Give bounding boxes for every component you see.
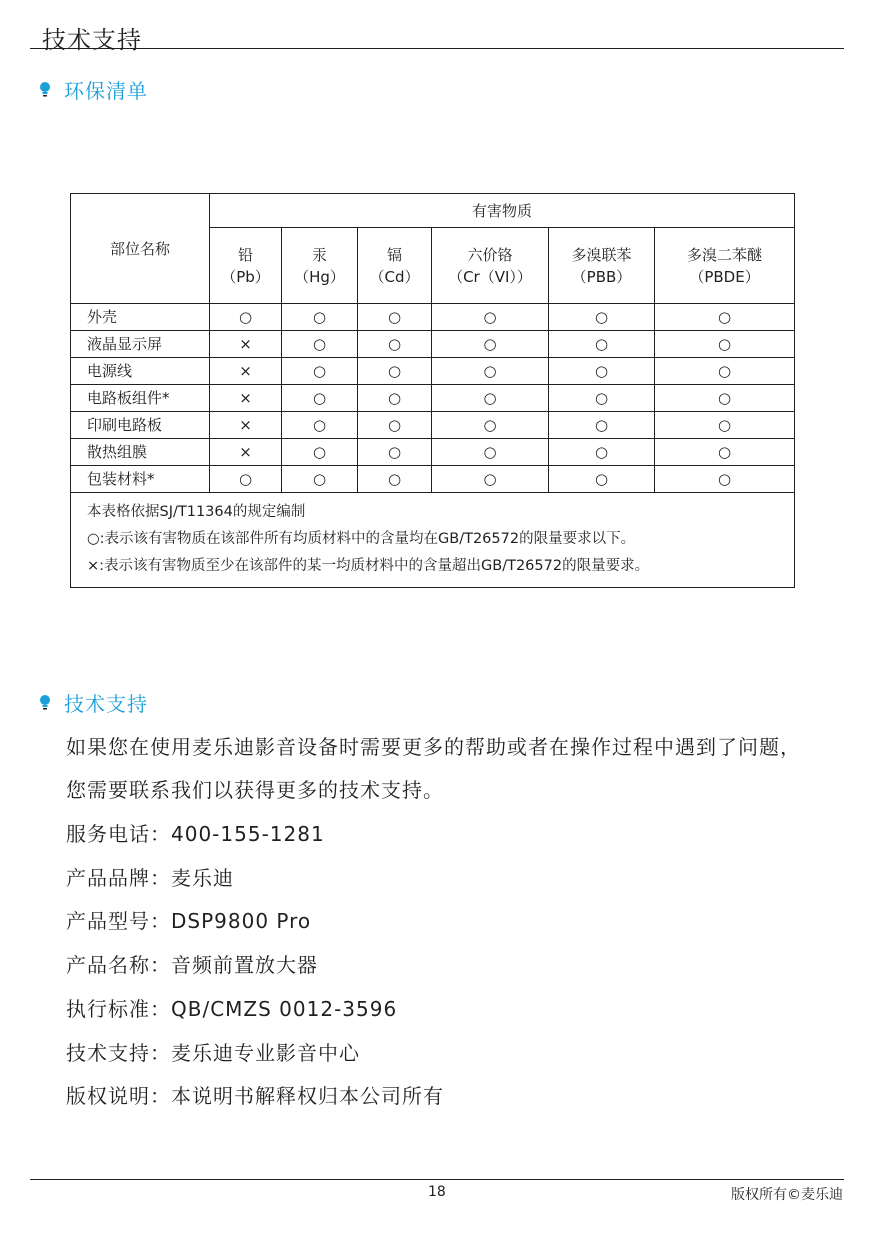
compliance-mark-cell: ○ bbox=[549, 466, 655, 493]
section-heading-environmental bbox=[38, 75, 148, 104]
compliance-mark-cell: ○ bbox=[549, 358, 655, 385]
execution-standard: 执行标准：QB/CMZS 0012-3596 bbox=[66, 997, 398, 1021]
compliance-mark-cell: × bbox=[210, 358, 282, 385]
compliance-mark-cell: × bbox=[210, 331, 282, 358]
substance-header-cell bbox=[432, 228, 549, 304]
compliance-mark-cell: ○ bbox=[432, 358, 549, 385]
compliance-mark-cell: ○ bbox=[282, 304, 358, 331]
part-name-cell: 电源线 bbox=[71, 358, 210, 385]
table-row bbox=[71, 385, 795, 412]
substance-header-cell bbox=[358, 228, 432, 304]
compliance-mark-cell: × bbox=[210, 385, 282, 412]
compliance-mark-cell: ○ bbox=[358, 358, 432, 385]
table-row bbox=[71, 331, 795, 358]
product-model: 产品型号：DSP9800 Pro bbox=[66, 909, 312, 933]
compliance-mark-cell: ○ bbox=[655, 358, 795, 385]
part-name-cell: 散热组膜 bbox=[71, 439, 210, 466]
compliance-mark-cell: ○ bbox=[432, 466, 549, 493]
substance-symbol: （Cd） bbox=[369, 267, 420, 286]
table-row bbox=[71, 358, 795, 385]
compliance-mark-cell: ○ bbox=[655, 331, 795, 358]
compliance-mark-cell: ○ bbox=[432, 412, 549, 439]
footer-copyright: 版权所有©麦乐迪 bbox=[731, 1187, 843, 1203]
header-divider bbox=[30, 48, 844, 49]
table-row bbox=[71, 466, 795, 493]
hazardous-substances-table bbox=[70, 193, 795, 588]
table-row bbox=[71, 304, 795, 331]
compliance-mark-cell: × bbox=[210, 439, 282, 466]
substance-name: 多溴联苯 bbox=[571, 245, 632, 264]
support-intro-line2: 您需要联系我们以获得更多的技术支持。 bbox=[66, 778, 444, 802]
part-name-cell: 包装材料* bbox=[71, 466, 210, 493]
compliance-mark-cell: ○ bbox=[549, 331, 655, 358]
substance-symbol: （PBDE） bbox=[689, 267, 760, 286]
compliance-mark-cell: ○ bbox=[655, 304, 795, 331]
substance-name: 铅 bbox=[237, 245, 253, 264]
compliance-mark-cell: ○ bbox=[282, 466, 358, 493]
part-name-cell: 液晶显示屏 bbox=[71, 331, 210, 358]
part-name-cell: 外壳 bbox=[71, 304, 210, 331]
page-header-title: 技术支持 bbox=[42, 26, 142, 54]
compliance-mark-cell: ○ bbox=[358, 331, 432, 358]
compliance-mark-cell: ○ bbox=[655, 466, 795, 493]
note-line: 本表格依据SJ/T11364的规定编制 bbox=[87, 504, 306, 520]
compliance-mark-cell: ○ bbox=[655, 439, 795, 466]
compliance-mark-cell: ○ bbox=[210, 304, 282, 331]
compliance-mark-cell: ○ bbox=[282, 412, 358, 439]
compliance-mark-cell: × bbox=[210, 412, 282, 439]
hazardous-substance-header: 有害物质 bbox=[210, 194, 795, 228]
substance-header-cell bbox=[549, 228, 655, 304]
part-name-cell: 印刷电路板 bbox=[71, 412, 210, 439]
table-notes bbox=[71, 493, 795, 588]
compliance-mark-cell: ○ bbox=[549, 304, 655, 331]
product-name: 产品名称：音频前置放大器 bbox=[66, 953, 318, 977]
lightbulb-icon bbox=[38, 694, 52, 712]
copyright-note: 版权说明：本说明书解释权归本公司所有 bbox=[66, 1084, 444, 1108]
substance-header-cell bbox=[210, 228, 282, 304]
substance-name: 镉 bbox=[386, 245, 402, 264]
compliance-mark-cell: ○ bbox=[432, 385, 549, 412]
compliance-mark-cell: ○ bbox=[358, 304, 432, 331]
section-title-environmental: 环保清单 bbox=[64, 79, 148, 103]
part-name-header: 部位名称 bbox=[71, 194, 210, 304]
compliance-mark-cell: ○ bbox=[432, 331, 549, 358]
compliance-mark-cell: ○ bbox=[358, 412, 432, 439]
section-title-support: 技术支持 bbox=[64, 692, 148, 716]
part-name-cell: 电路板组件* bbox=[71, 385, 210, 412]
compliance-mark-cell: ○ bbox=[210, 466, 282, 493]
section-heading-support bbox=[38, 688, 148, 717]
substance-symbol: （Cr（VI）） bbox=[448, 267, 532, 286]
substance-name: 多溴二苯醚 bbox=[687, 245, 763, 264]
footer-divider bbox=[30, 1179, 844, 1180]
product-brand: 产品品牌：麦乐迪 bbox=[66, 866, 234, 890]
compliance-mark-cell: ○ bbox=[432, 304, 549, 331]
lightbulb-icon bbox=[38, 81, 52, 99]
compliance-mark-cell: ○ bbox=[282, 439, 358, 466]
service-phone: 服务电话：400-155-1281 bbox=[66, 822, 325, 846]
substance-name: 汞 bbox=[311, 245, 327, 264]
compliance-mark-cell: ○ bbox=[549, 439, 655, 466]
technical-support: 技术支持：麦乐迪专业影音中心 bbox=[66, 1041, 360, 1065]
substance-header-cell bbox=[282, 228, 358, 304]
table-row bbox=[71, 412, 795, 439]
compliance-mark-cell: ○ bbox=[549, 385, 655, 412]
substance-symbol: （Hg） bbox=[294, 267, 345, 286]
compliance-mark-cell: ○ bbox=[655, 385, 795, 412]
compliance-mark-cell: ○ bbox=[655, 412, 795, 439]
compliance-mark-cell: ○ bbox=[549, 412, 655, 439]
compliance-mark-cell: ○ bbox=[432, 439, 549, 466]
table-row bbox=[71, 439, 795, 466]
substance-symbol: （Pb） bbox=[221, 267, 270, 286]
substance-symbol: （PBB） bbox=[571, 267, 632, 286]
page-number: 18 bbox=[428, 1184, 446, 1200]
compliance-mark-cell: ○ bbox=[282, 358, 358, 385]
compliance-mark-cell: ○ bbox=[358, 439, 432, 466]
compliance-mark-cell: ○ bbox=[358, 466, 432, 493]
compliance-mark-cell: ○ bbox=[358, 385, 432, 412]
note-line: ○:表示该有害物质在该部件所有均质材料中的含量均在GB/T26572的限量要求以下。 bbox=[87, 531, 636, 547]
substance-name: 六价铬 bbox=[467, 245, 513, 264]
note-line: ×:表示该有害物质至少在该部件的某一均质材料中的含量超出GB/T26572的限量要求。 bbox=[87, 558, 650, 574]
substance-header-cell bbox=[655, 228, 795, 304]
compliance-mark-cell: ○ bbox=[282, 385, 358, 412]
support-intro-line1: 如果您在使用麦乐迪影音设备时需要更多的帮助或者在操作过程中遇到了问题， bbox=[66, 735, 801, 759]
compliance-mark-cell: ○ bbox=[282, 331, 358, 358]
